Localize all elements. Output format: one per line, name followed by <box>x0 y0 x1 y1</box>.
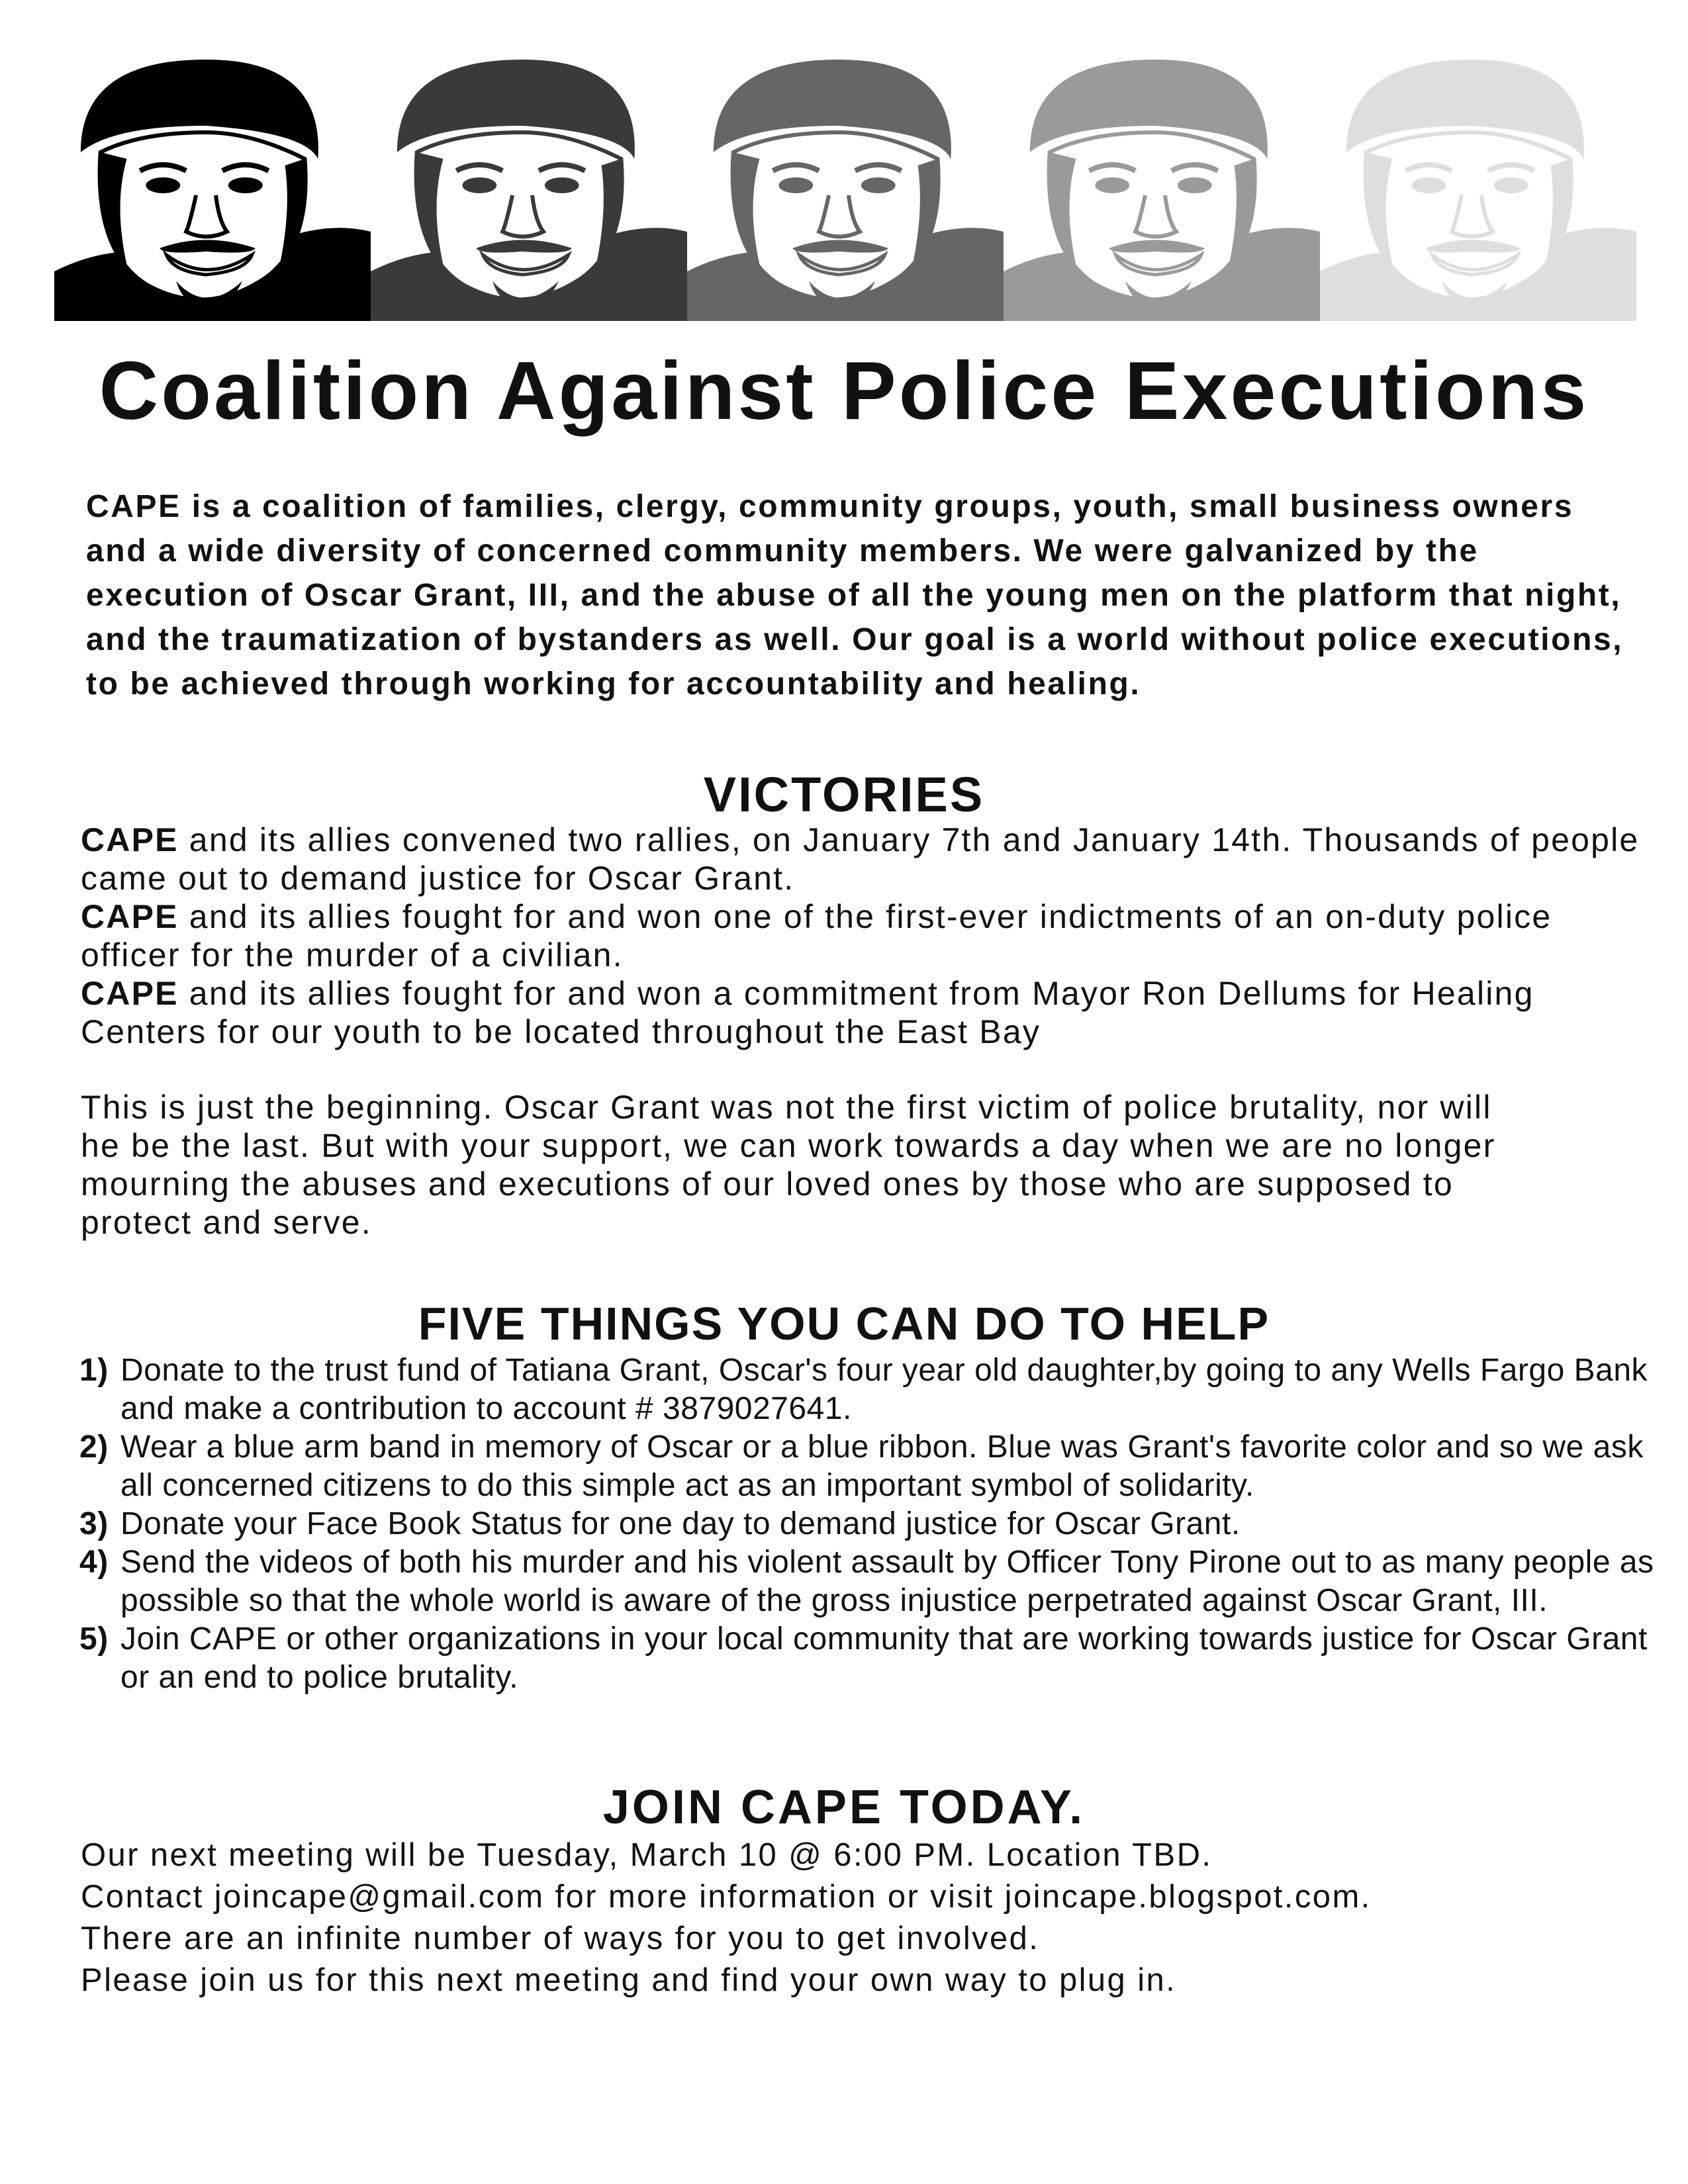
help-list <box>79 1351 1655 1697</box>
page-title: Coalition Against Police Executions <box>99 345 1589 437</box>
join-line: Our next meeting will be Tuesday, March 10 @ 6:00 PM. Location TBD. <box>81 1837 1213 1873</box>
item-number: 2) <box>79 1430 109 1465</box>
victory-lead: CAPE <box>81 898 179 935</box>
intro-paragraph: CAPE is a coalition of families, clergy, community groups, youth, small business owners and a wide diversity of concerned community members. We were galvanized by the execution of Oscar Grant, III, and the abuse of all the young men on the platform that night, and the traumatization of bystanders as well. Our goal is a world without police executions, to be achieved through working for accountability and healing. <box>86 489 1624 702</box>
victory-item <box>81 897 1656 974</box>
victory-item <box>81 974 1656 1051</box>
join-line: There are an infinite number of ways for you to get involved. <box>81 1921 1040 1956</box>
join-heading: JOIN CAPE TODAY. <box>602 1781 1086 1834</box>
portrait-3 <box>687 53 1004 321</box>
item-number: 1) <box>79 1353 109 1388</box>
portrait-4 <box>1004 53 1320 321</box>
join-section <box>81 1835 1656 2001</box>
list-item <box>79 1505 1655 1543</box>
portrait-1 <box>54 53 371 321</box>
portrait-banner <box>54 53 1636 321</box>
victory-item <box>81 821 1656 897</box>
list-item <box>79 1620 1655 1697</box>
victory-lead: CAPE <box>81 821 179 858</box>
portrait-5 <box>1320 53 1636 321</box>
victory-lead: CAPE <box>81 975 179 1012</box>
item-number: 3) <box>79 1506 109 1541</box>
victory-text: and its allies fought for and won a commitment from Mayor Ron Dellums for Healing Centers for our youth to be located throughout the East Bay <box>81 975 1534 1050</box>
portrait-2 <box>371 53 687 321</box>
item-text: Donate your Face Book Status for one day to demand justice for Oscar Grant. <box>120 1506 1241 1541</box>
item-text: Join CAPE or other organizations in your local community that are working towards justice for Oscar Grant or an end to police brutality. <box>120 1621 1648 1695</box>
victory-text: and its allies convened two rallies, on January 7th and January 14th. Thousands of people came out to demand justice for Oscar Grant. <box>81 821 1640 897</box>
victory-text: and its allies fought for and won one of the first-ever indictments of an on-duty police officer for the murder of a civilian. <box>81 898 1552 974</box>
item-text: Donate to the trust fund of Tatiana Grant, Oscar's four year old daughter,by going to any Wells Fargo Bank and make a contribution to account # 3879027641. <box>120 1353 1648 1426</box>
victories-heading: VICTORIES <box>703 767 985 822</box>
item-number: 4) <box>79 1545 109 1580</box>
list-item <box>79 1428 1655 1505</box>
item-text: Send the videos of both his murder and his violent assault by Officer Tony Pirone out to as many people as possible so that the whole world is aware of the gross injustice perpetrated against Oscar Grant, III. <box>120 1545 1654 1618</box>
closing-paragraph: This is just the beginning. Oscar Grant was not the first victim of police brutality, nor will he be the last. But with your support, we can work towards a day when we are no longer mourning the abuses and executions of our loved ones by those who are supposed to protect and serve. <box>81 1089 1496 1241</box>
victories-list <box>81 821 1656 1051</box>
join-line: Contact joincape@gmail.com for more information or visit joincape.blogspot.com. <box>81 1879 1372 1915</box>
join-line: Please join us for this next meeting and find your own way to plug in. <box>81 1962 1177 1998</box>
list-item <box>79 1351 1655 1428</box>
help-heading: FIVE THINGS YOU CAN DO TO HELP <box>418 1298 1270 1349</box>
list-item <box>79 1543 1655 1620</box>
item-number: 5) <box>79 1621 109 1657</box>
item-text: Wear a blue arm band in memory of Oscar or a blue ribbon. Blue was Grant's favorite color and so we ask all concerned citizens to do this simple act as an important symbol of solidarity. <box>120 1430 1644 1503</box>
